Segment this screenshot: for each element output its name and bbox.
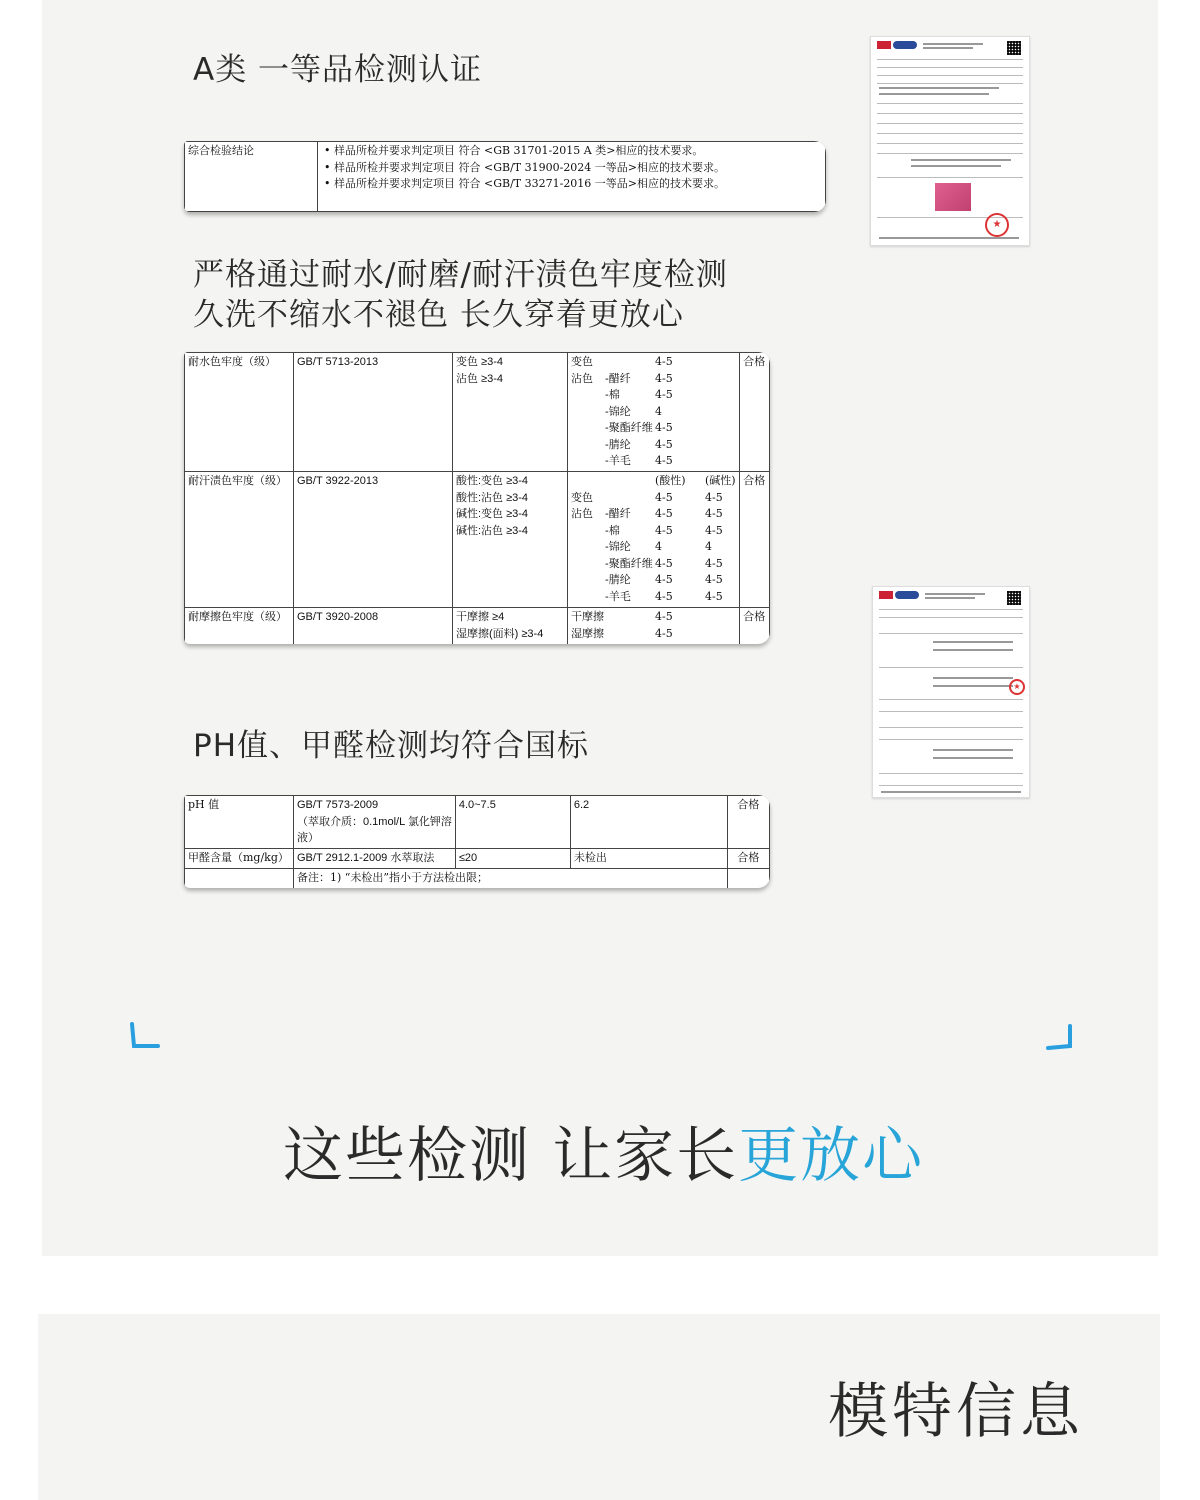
- certification-heading: A类 一等品检测认证: [193, 52, 483, 88]
- table-row: [185, 868, 770, 888]
- slogan-accent: 更放心: [738, 1121, 925, 1191]
- test-item: pH 值: [185, 796, 294, 849]
- test-standard: GB/T 5713-2013: [294, 353, 453, 472]
- test-verdict: 合格: [739, 472, 769, 608]
- table-note: 备注：1) “未检出”指小于方法检出限；: [294, 868, 728, 888]
- conclusion-item: • 样品所检并要求判定项目 符合 <GB/T 31900-2024 一等品>相应的技术要求。: [324, 160, 726, 174]
- test-standard: GB/T 3922-2013: [294, 472, 453, 608]
- ph-heading: PH值、甲醛检测均符合国标: [193, 728, 590, 764]
- conclusion-list: [318, 142, 826, 212]
- test-requirement: 变色 ≥3-4 沾色 ≥3-4: [453, 353, 568, 472]
- stamp-icon: ★: [1009, 679, 1025, 695]
- slogan: [283, 1120, 924, 1192]
- test-requirement: 酸性:变色 ≥3-4 酸性:沾色 ≥3-4 碱性:变色 ≥3-4 碱性:沾色 ≥3-4: [453, 472, 568, 608]
- stamp-icon: ★: [985, 213, 1009, 237]
- conclusion-table: [184, 141, 826, 212]
- test-result: 未检出: [570, 848, 727, 868]
- colorfastness-heading-line1: 严格通过耐水/耐磨/耐汗渍色牢度检测: [193, 257, 728, 293]
- test-verdict: 合格: [727, 848, 769, 868]
- corner-mark-right-icon: [1040, 1020, 1080, 1054]
- test-standard: GB/T 7573-2009 （萃取介质：0.1mol/L 氯化钾溶 液）: [294, 796, 456, 849]
- test-result: 6.2: [570, 796, 727, 849]
- colorfastness-heading-line2: 久洗不缩水不褪色 长久穿着更放心: [193, 297, 684, 333]
- test-results: 干摩擦 4-5 湿摩擦 4-5: [568, 608, 740, 645]
- conclusion-item: • 样品所检并要求判定项目 符合 <GB 31701-2015 A 类>相应的技术要求。: [324, 144, 704, 157]
- test-verdict: 合格: [739, 353, 769, 472]
- test-report-thumbnail: [870, 36, 1030, 246]
- test-item: 耐水色牢度（级）: [185, 353, 294, 472]
- model-info-title: 模特信息: [828, 1377, 1084, 1447]
- slogan-text: 这些检测 让家长: [283, 1121, 739, 1191]
- test-standard: GB/T 2912.1-2009 水萃取法: [294, 848, 456, 868]
- test-report-thumbnail: [872, 586, 1030, 798]
- colorfastness-card: [184, 352, 770, 644]
- test-requirement: ≤20: [455, 848, 570, 868]
- test-standard: GB/T 3920-2008: [294, 608, 453, 645]
- table-row: [185, 796, 770, 849]
- table-row: [185, 472, 770, 608]
- ph-card: [184, 795, 770, 888]
- test-verdict: 合格: [739, 608, 769, 645]
- test-requirement: 干摩擦 ≥4 湿摩擦(面料) ≥3-4: [453, 608, 568, 645]
- table-row: [185, 608, 770, 645]
- corner-mark-left-icon: [126, 1020, 166, 1054]
- table-row: [185, 353, 770, 472]
- colorfastness-table: [184, 352, 770, 644]
- conclusion-card: [184, 141, 826, 212]
- conclusion-item: • 样品所检并要求判定项目 符合 <GB/T 33271-2016 一等品>相应的技术要求。: [324, 177, 726, 190]
- test-item: 甲醛含量（mg/kg）: [185, 848, 294, 868]
- test-verdict: 合格: [727, 796, 769, 849]
- test-item: 耐摩擦色牢度（级）: [185, 608, 294, 645]
- test-requirement: 4.0~7.5: [455, 796, 570, 849]
- table-row: [185, 848, 770, 868]
- test-results: (酸性) (碱性) 变色 4-5 4-5 沾色 -醋纤 4-5 4-5 -棉 4-5 4-5 -锦纶 4 4 -聚酯纤维 4-5 4-5 -腈纶 4-5 4-5 -羊毛 4-5 4-5: [568, 472, 740, 608]
- ph-table: [184, 795, 770, 888]
- test-results: 变色 4-5 沾色 -醋纤 4-5 -棉 4-5 -锦纶 4 -聚酯纤维 4-5 -腈纶 4-5 -羊毛 4-5: [568, 353, 740, 472]
- test-item: 耐汗渍色牢度（级）: [185, 472, 294, 608]
- conclusion-label: 综合检验结论: [185, 142, 318, 212]
